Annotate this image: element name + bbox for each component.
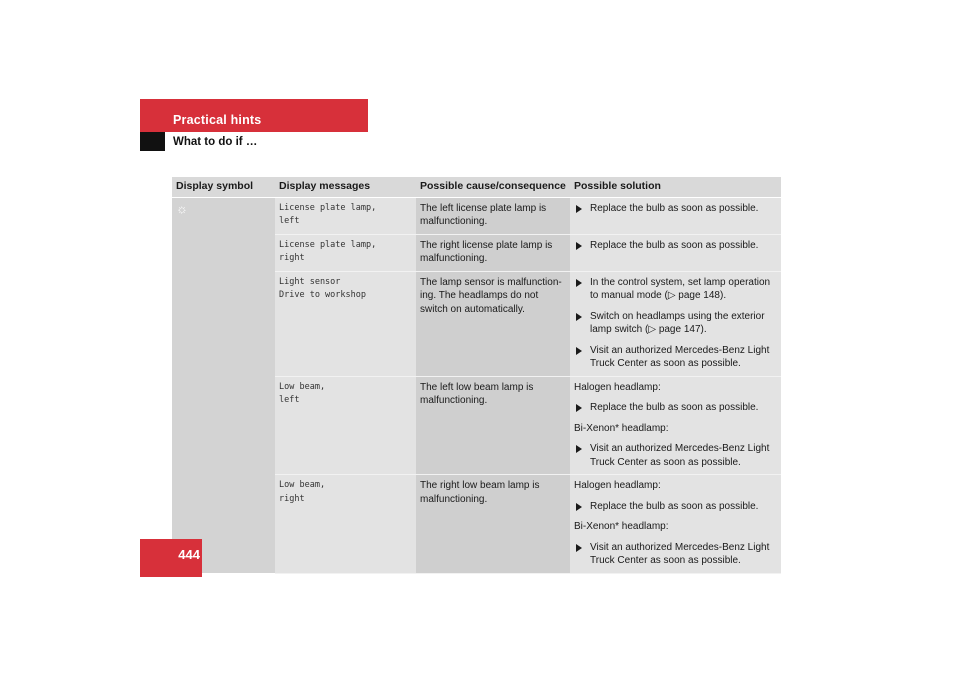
- solution-step-text: Replace the bulb as soon as possible.: [590, 239, 759, 251]
- action-arrow-icon: [576, 445, 582, 453]
- table-body: [172, 197, 781, 573]
- possible-cause-cell: [416, 475, 570, 574]
- possible-solution-cell: [570, 197, 781, 234]
- possible-cause-cell: [416, 271, 570, 376]
- action-arrow-icon: [576, 205, 582, 213]
- possible-solution-cell: [570, 234, 781, 271]
- possible-cause-text: The right low beam lamp is malfunctioning.: [420, 480, 540, 505]
- possible-cause-text: The right license plate lamp is malfunctioning.: [420, 239, 553, 264]
- lamp-icon: ☼: [176, 200, 188, 216]
- action-arrow-icon: [576, 503, 582, 511]
- section-title: Practical hints: [173, 113, 262, 127]
- display-message-text: License plate lamp, right: [279, 239, 377, 263]
- display-symbol-cell: [172, 197, 275, 573]
- display-message-text: Low beam, right: [279, 480, 326, 504]
- display-message-cell: [275, 234, 416, 271]
- solution-step: [574, 276, 777, 303]
- column-header-possible-cause: Possible cause/consequence: [416, 177, 570, 197]
- possible-cause-cell: [416, 376, 570, 475]
- solution-heading: Halogen headlamp:: [574, 381, 661, 393]
- display-message-text: Low beam, left: [279, 381, 326, 405]
- solution-step: [574, 401, 777, 415]
- display-message-cell: [275, 271, 416, 376]
- display-message-cell: [275, 475, 416, 574]
- solution-heading: Halogen headlamp:: [574, 480, 661, 491]
- page-number: 444: [178, 547, 200, 562]
- subtitle-marker: [140, 132, 165, 151]
- action-arrow-icon: [576, 347, 582, 355]
- solution-step: [574, 344, 777, 371]
- solution-heading: Bi-Xenon* headlamp:: [574, 422, 669, 434]
- solution-step-text: Replace the bulb as soon as possible.: [590, 500, 759, 512]
- solution-step-text: Visit an authorized Mercedes-Benz Light Truck Center as soon as possible.: [590, 541, 770, 566]
- page-subtitle: What to do if …: [173, 136, 258, 148]
- solution-step: [574, 202, 777, 216]
- display-message-text: Light sensor Drive to workshop: [279, 276, 366, 300]
- solution-step: [574, 442, 777, 469]
- possible-solution-cell: [570, 475, 781, 574]
- possible-solution-cell: [570, 376, 781, 475]
- action-arrow-icon: [576, 404, 582, 412]
- display-message-cell: [275, 197, 416, 234]
- action-arrow-icon: [576, 544, 582, 552]
- fault-table: [172, 177, 781, 574]
- solution-step: [574, 239, 777, 253]
- possible-solution-cell: [570, 271, 781, 376]
- solution-step-text: In the control system, set lamp operation to manual mode (▷ page 148).: [590, 276, 771, 301]
- action-arrow-icon: [576, 313, 582, 321]
- table-row: [172, 197, 781, 234]
- action-arrow-icon: [576, 242, 582, 250]
- possible-cause-text: The lamp sensor is malfunction-ing. The headlamps do not switch on automatically.: [420, 276, 562, 315]
- solution-heading: Bi-Xenon* headlamp:: [574, 521, 669, 532]
- action-arrow-icon: [576, 279, 582, 287]
- display-message-text: License plate lamp, left: [279, 202, 377, 226]
- solution-step-text: Visit an authorized Mercedes-Benz Light Truck Center as soon as possible.: [590, 344, 770, 369]
- column-header-possible-solution: Possible solution: [570, 177, 781, 197]
- possible-cause-text: The left low beam lamp is malfunctioning.: [420, 381, 534, 406]
- display-message-cell: [275, 376, 416, 475]
- possible-cause-cell: [416, 234, 570, 271]
- column-header-display-symbol: Display symbol: [172, 177, 275, 197]
- solution-step: [574, 541, 777, 568]
- solution-step-text: Replace the bulb as soon as possible.: [590, 202, 759, 214]
- solution-step-text: Replace the bulb as soon as possible.: [590, 402, 759, 413]
- table-header-row: [172, 177, 781, 197]
- column-header-display-messages: Display messages: [275, 177, 416, 197]
- solution-step: [574, 500, 777, 514]
- solution-step-text: Visit an authorized Mercedes-Benz Light Truck Center as soon as possible.: [590, 443, 770, 468]
- solution-step-text: Switch on headlamps using the exterior lamp switch (▷ page 147).: [590, 310, 765, 335]
- possible-cause-text: The left license plate lamp is malfunctioning.: [420, 202, 547, 227]
- possible-cause-cell: [416, 197, 570, 234]
- solution-step: [574, 310, 777, 337]
